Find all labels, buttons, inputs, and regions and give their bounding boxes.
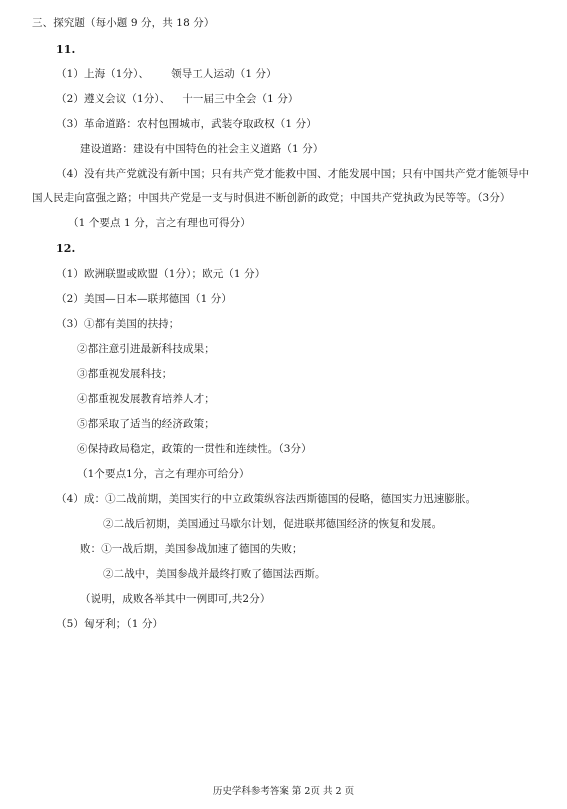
q12-answer-4-note: （说明，成败各举其中一例即可,共2分） xyxy=(80,593,271,605)
q12-answer-3-item-1: （3）①都有美国的扶持； xyxy=(56,318,180,330)
q12-answer-5: （5）匈牙利；（1 分） xyxy=(56,618,164,630)
q11-answer-3: （3）革命道路：农村包围城市，武装夺取政权（1 分） xyxy=(56,118,317,130)
q12-answer-3-item-2: ②都注意引进最新科技成果； xyxy=(77,343,215,355)
q11-answer-2 xyxy=(56,92,299,106)
question-11-number: 11. xyxy=(56,43,76,56)
q11-answer-1-part-a: （1）上海（1分）、 xyxy=(56,68,150,80)
q12-answer-2: （2）美国—日本—联邦德国（1 分） xyxy=(56,293,232,305)
q12-answer-4-success-2: ②二战后初期，美国通过马歇尔计划，促进联邦德国经济的恢复和发展。 xyxy=(103,518,443,530)
q11-answer-1-part-b: 领导工人运动（1 分） xyxy=(171,68,277,80)
q11-answer-2-part-b: 十一届三中全会（1 分） xyxy=(182,93,299,105)
q12-answer-4-failure-1: 败：①一战后期，美国参战加速了德国的失败； xyxy=(80,543,303,555)
q11-answer-2-part-a: （2）遵义会议（1分）、 xyxy=(56,93,171,105)
q12-answer-3-item-5: ⑤都采取了适当的经济政策； xyxy=(77,418,215,430)
q11-answer-4-line-2: 国人民走向富强之路；中国共产党是一支与时俱进不断创新的政党；中国共产党执政为民等等。（3分） xyxy=(32,192,511,204)
q11-answer-3-continued: 建设道路：建设有中国特色的社会主义道路（1 分） xyxy=(80,143,324,155)
q12-answer-3-item-4: ④都重视发展教育培养人才； xyxy=(77,393,215,405)
q12-scoring-note: （1个要点1分，言之有理亦可给分） xyxy=(77,468,250,480)
q12-answer-4-success-1: （4）成：①二战前期，美国实行的中立政策纵容法西斯德国的侵略，德国实力迅速膨胀。 xyxy=(56,493,477,505)
section-title: 三、探究题（每小题 9 分，共 18 分） xyxy=(32,17,215,29)
q11-answer-4-line-1: （4）没有共产党就没有新中国；只有共产党才能救中国、才能发展中国；只有中国共产党才能领导中 xyxy=(56,168,530,180)
q11-scoring-note: （1 个要点 1 分，言之有理也可得分） xyxy=(68,217,251,229)
page-footer: 历史学科参考答案 第 2页 共 2 页 xyxy=(212,786,355,797)
q12-answer-1: （1）欧洲联盟或欧盟（1分）；欧元（1 分） xyxy=(56,268,266,280)
q12-answer-3-item-3: ③都重视发展科技； xyxy=(77,368,173,380)
q12-answer-4-failure-2: ②二战中，美国参战并最终打败了德国法西斯。 xyxy=(103,568,326,580)
q12-answer-3-item-6: ⑥保持政局稳定，政策的一贯性和连续性。（3分） xyxy=(77,443,312,455)
question-12-number: 12. xyxy=(56,242,76,255)
q11-answer-1 xyxy=(56,67,277,81)
